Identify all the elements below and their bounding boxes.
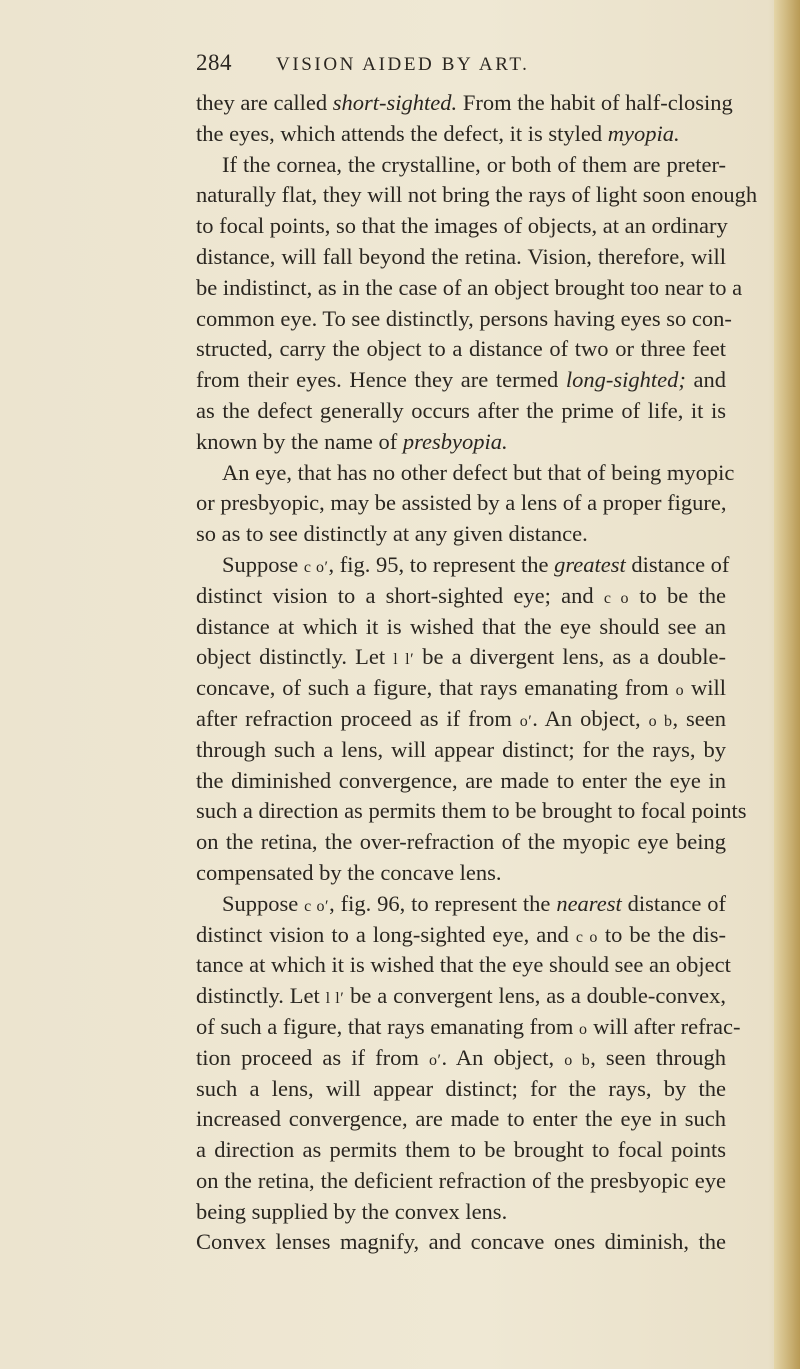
text-run: , fig. 95, to represent the: [328, 551, 555, 577]
text-run: common eye. To see distinctly, persons having eyes so con-: [196, 305, 732, 331]
text-line: [196, 488, 726, 519]
text-line: [196, 642, 726, 673]
text-line: [196, 88, 733, 119]
text-run: to focal points, so that the images of objects, at an ordinary: [196, 213, 728, 239]
text-run: or presbyopic, may be assisted by a lens of a proper figure,: [196, 490, 727, 516]
text-line: [196, 889, 726, 920]
body-text: [196, 88, 758, 1258]
text-line: [196, 827, 726, 858]
text-line: [196, 427, 726, 458]
text-run: , seen: [672, 705, 727, 731]
italic-term: presbyopia.: [402, 428, 508, 454]
text-line: [196, 673, 726, 704]
figure-label: c o′: [303, 558, 329, 576]
text-line: [196, 242, 726, 273]
running-title: VISION AIDED BY ART.: [276, 54, 530, 75]
text-run: , seen through: [590, 1044, 727, 1070]
text-line: [196, 550, 730, 581]
figure-label: c o: [575, 928, 598, 946]
text-run: being supplied by the convex lens.: [196, 1198, 508, 1224]
text-line: [196, 304, 732, 335]
page-header: [0, 44, 800, 84]
text-run: distance, will fall beyond the retina. Vision, therefore, will: [196, 243, 726, 269]
text-line: [196, 365, 726, 396]
text-run: to be the: [629, 582, 726, 608]
text-line: [196, 581, 726, 612]
text-line: [196, 273, 743, 304]
text-run: distinct vision to a long-sighted eye, and: [196, 921, 576, 947]
italic-term: myopia.: [607, 120, 680, 146]
text-line: [196, 796, 747, 827]
text-run: . An object,: [441, 1044, 565, 1070]
italic-term: short-sighted.: [332, 90, 458, 115]
page-edge: [774, 0, 800, 1369]
figure-label: o b: [564, 1051, 591, 1069]
text-line: [196, 1166, 726, 1197]
text-run: Convex lenses magnify, and concave ones diminish, the: [196, 1229, 726, 1255]
text-run: naturally flat, they will not bring the rays of light soon enough: [196, 182, 758, 208]
figure-label: l l′: [393, 651, 415, 669]
text-run: such a lens, will appear distinct; for the rays, by the: [196, 1075, 726, 1101]
text-run: distinctly. Let: [196, 983, 326, 1009]
text-run: will: [684, 675, 726, 701]
figure-label: c o′: [304, 897, 330, 915]
text-line: [196, 858, 726, 889]
text-run: An eye, that has no other defect but that of being myopic: [222, 459, 735, 485]
figure-label: l l′: [325, 990, 345, 1008]
italic-term: long-sighted;: [565, 367, 686, 393]
text-run: through such a lens, will appear distinct; for the rays, by: [196, 736, 726, 762]
text-run: the diminished convergence, are made to enter the eye in: [196, 767, 726, 793]
text-run: concave, of such a figure, that rays emanating from: [196, 675, 676, 701]
text-run: so as to see distinctly at any given distance.: [196, 521, 588, 547]
text-line: [196, 704, 726, 735]
text-line: [196, 612, 726, 643]
text-run: compensated by the concave lens.: [196, 859, 502, 885]
text-run: , fig. 96, to represent the: [329, 890, 557, 916]
text-line: [196, 920, 726, 951]
figure-label: c o: [603, 589, 630, 607]
text-run: known by the name of: [196, 428, 403, 454]
text-run: be a convergent lens, as a double-convex,: [344, 983, 727, 1009]
text-run: tion proceed as if from: [196, 1044, 429, 1070]
text-run: tance at which it is wished that the eye should see an object: [196, 952, 731, 978]
text-run: If the cornea, the crystalline, or both of them are preter-: [222, 151, 726, 177]
text-run: will after refrac-: [587, 1013, 741, 1039]
figure-label: o′: [519, 712, 533, 730]
text-line: [196, 1197, 726, 1228]
text-run: distance of: [625, 551, 730, 577]
text-line: [196, 1012, 741, 1043]
text-line: [196, 180, 758, 211]
text-line: [196, 1227, 726, 1258]
text-run: . An object,: [532, 705, 649, 731]
text-run: on the retina, the deficient refraction of the presbyopic eye: [196, 1167, 726, 1193]
figure-label: o′: [428, 1051, 442, 1069]
text-line: [196, 458, 735, 489]
text-run: the eyes, which attends the defect, it is styled: [196, 120, 608, 146]
text-run: From the habit of half-closing: [457, 90, 733, 115]
text-run: they are called: [196, 90, 333, 115]
text-run: and: [685, 367, 726, 393]
text-run: distance of: [621, 890, 726, 916]
text-line: [196, 396, 726, 427]
text-line: [196, 119, 726, 150]
text-run: on the retina, the over-refraction of the myopic eye being: [196, 829, 726, 855]
text-run: as the defect generally occurs after the prime of life, it is: [196, 397, 726, 423]
figure-label: o: [675, 682, 685, 700]
text-line: [196, 1043, 726, 1074]
text-line: [196, 766, 726, 797]
text-line: [196, 150, 726, 181]
text-run: be indistinct, as in the case of an object brought too near to a: [196, 274, 743, 300]
text-run: object distinctly. Let: [196, 644, 394, 670]
text-run: be a divergent lens, as a double-: [414, 644, 727, 670]
text-run: Suppose: [222, 890, 305, 916]
italic-term: greatest: [554, 551, 626, 577]
italic-term: nearest: [556, 890, 622, 916]
text-run: increased convergence, are made to enter the eye in such: [196, 1106, 726, 1132]
text-line: [196, 334, 726, 365]
text-line: [196, 1074, 726, 1105]
text-run: Suppose: [222, 551, 304, 577]
figure-label: o: [579, 1020, 588, 1038]
text-line: [196, 519, 726, 550]
text-run: to be the dis-: [597, 921, 726, 947]
figure-label: o b: [648, 712, 673, 730]
text-line: [196, 981, 726, 1012]
text-run: from their eyes. Hence they are termed: [196, 367, 566, 393]
text-run: structed, carry the object to a distance of two or three feet: [196, 336, 726, 362]
text-run: after refraction proceed as if from: [196, 705, 520, 731]
text-run: a direction as permits them to be brought to focal points: [196, 1137, 726, 1163]
text-run: of such a figure, that rays emanating from: [196, 1013, 579, 1039]
text-run: such a direction as permits them to be brought to focal points: [196, 798, 747, 824]
text-line: [196, 1104, 726, 1135]
text-line: [196, 735, 726, 766]
text-run: distance at which it is wished that the eye should see an: [196, 613, 726, 639]
page-number: 284: [196, 50, 232, 75]
text-run: distinct vision to a short-sighted eye; and: [196, 582, 604, 608]
text-line: [196, 950, 731, 981]
text-line: [196, 1135, 726, 1166]
text-line: [196, 211, 726, 242]
